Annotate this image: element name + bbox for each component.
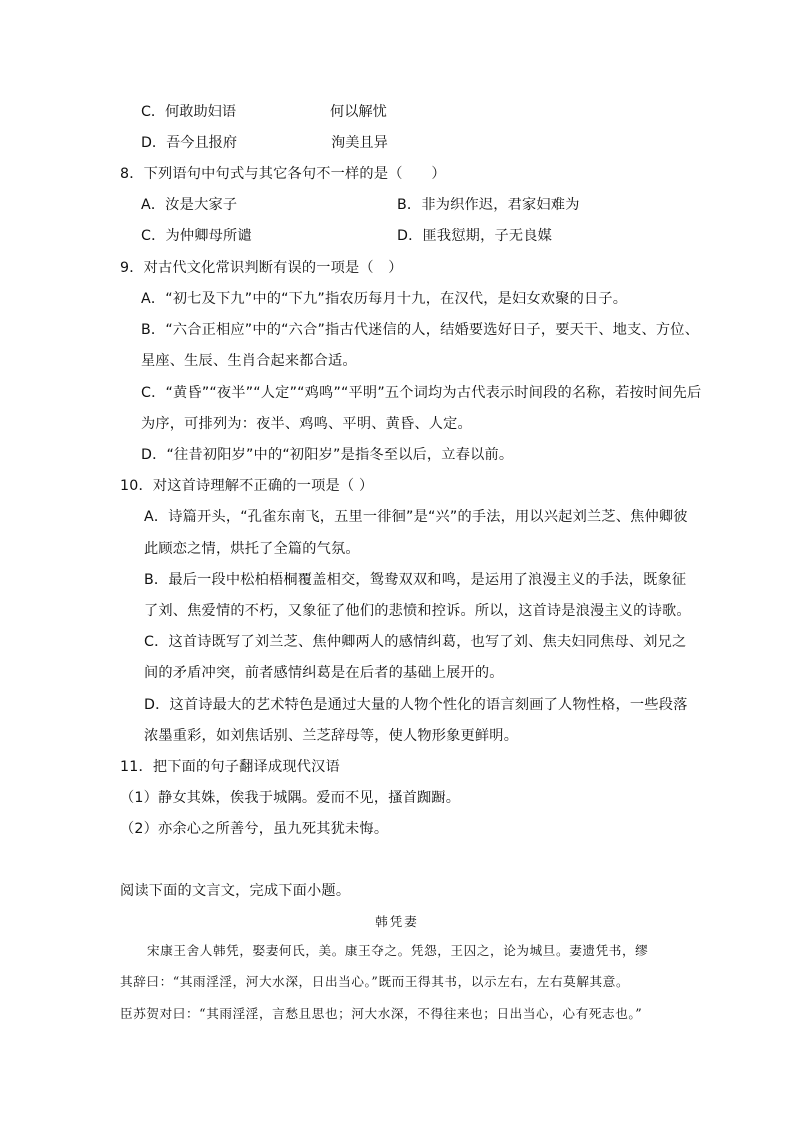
- q10-option-d-line2: 浓墨重彩，如刘焦话别、兰芝辞母等，使人物形象更鲜明。: [144, 728, 519, 744]
- q7-option-d: D．吾今且报府: [141, 135, 238, 151]
- q11-sentence-1: （1）静女其姝，俟我于城隅。爱而不见，搔首踟蹰。: [120, 790, 461, 806]
- q10-option-d-line1: D．这首诗最大的艺术特色是通过大量的人物个性化的语言刻画了人物性格，一些段落: [144, 697, 688, 713]
- q7-option-d-pair: 洵美且异: [331, 135, 388, 151]
- reading-instruction: 阅读下面的文言文，完成下面小题。: [120, 883, 351, 899]
- q9-option-b-line2: 星座、生辰、生肖合起来都合适。: [141, 353, 357, 369]
- q8-option-b: B．非为织作迟，君家妇难为: [397, 197, 580, 213]
- q8-stem: 8．下列语句中句式与其它各句不一样的是（ ）: [120, 166, 446, 182]
- q9-option-b-line1: B．“六合正相应”中的“六合”指古代迷信的人，结婚要选好日子，要天干、地支、方位、: [141, 322, 700, 338]
- q7-option-c: C．何敢助妇语: [141, 104, 237, 120]
- q11-sentence-2: （2）亦余心之所善兮，虽九死其犹未悔。: [120, 821, 389, 837]
- q9-option-c-line1: C．“黄昏”“夜半”“人定”“鸡鸣”“平明”五个词均为古代表示时间段的名称，若按时间先后: [141, 385, 702, 401]
- q10-option-c-line1: C．这首诗既写了刘兰芝、焦仲卿两人的感情纠葛，也写了刘、焦夫妇同焦母、刘兄之: [144, 634, 687, 650]
- passage-line-2: 其辞曰：“其雨淫淫，河大水深，日出当心。”既而王得其书，以示左右，左右莫解其意。: [120, 974, 630, 989]
- q10-option-c-line2: 间的矛盾冲突，前者感情纠葛是在后者的基础上展开的。: [144, 665, 504, 681]
- q8-option-c: C．为仲卿母所谴: [141, 228, 252, 244]
- q8-option-d: D．匪我愆期，子无良媒: [397, 228, 553, 244]
- q9-stem: 9．对古代文化常识判断有误的一项是（ ）: [120, 260, 403, 276]
- q9-option-d: D．“往昔初阳岁”中的“初阳岁”是指冬至以后，立春以前。: [141, 447, 514, 463]
- passage-line-1: 宋康王舍人韩凭，娶妻何氏，美。康王夺之。凭怨，王囚之，论为城旦。妻遗凭书，缪: [147, 943, 649, 958]
- q11-stem: 11．把下面的句子翻译成现代汉语: [120, 759, 340, 775]
- passage-line-3: 臣苏贺对曰：“其雨淫淫，言愁且思也；河大水深，不得往来也；日出当心，心有死志也。”: [120, 1006, 643, 1021]
- q7-option-c-pair: 何以解忧: [330, 104, 387, 120]
- q9-option-c-line2: 为序，可排列为：夜半、鸡鸣、平明、黄昏、人定。: [141, 416, 472, 432]
- q10-option-b-line1: B．最后一段中松柏梧桐覆盖相交，鸳鸯双双和鸣，是运用了浪漫主义的手法，既象征: [144, 572, 687, 588]
- passage-title: 韩凭妻: [375, 914, 419, 929]
- q10-option-a-line2: 此顾恋之情，烘托了全篇的气氛。: [144, 541, 360, 557]
- q10-option-a-line1: A．诗篇开头，“孔雀东南飞，五里一徘徊”是“兴”的手法，用以兴起刘兰芝、焦仲卿彼: [144, 509, 688, 525]
- q10-option-b-line2: 了刘、焦爱情的不朽，又象征了他们的悲愤和控诉。所以，这首诗是浪漫主义的诗歌。: [144, 603, 691, 619]
- q8-option-a: A．汝是大家子: [141, 197, 238, 213]
- q10-stem: 10．对这首诗理解不正确的一项是（ ）: [120, 478, 374, 494]
- q9-option-a: A．“初七及下九”中的“下九”指农历每月十九，在汉代，是妇女欢聚的日子。: [141, 291, 628, 307]
